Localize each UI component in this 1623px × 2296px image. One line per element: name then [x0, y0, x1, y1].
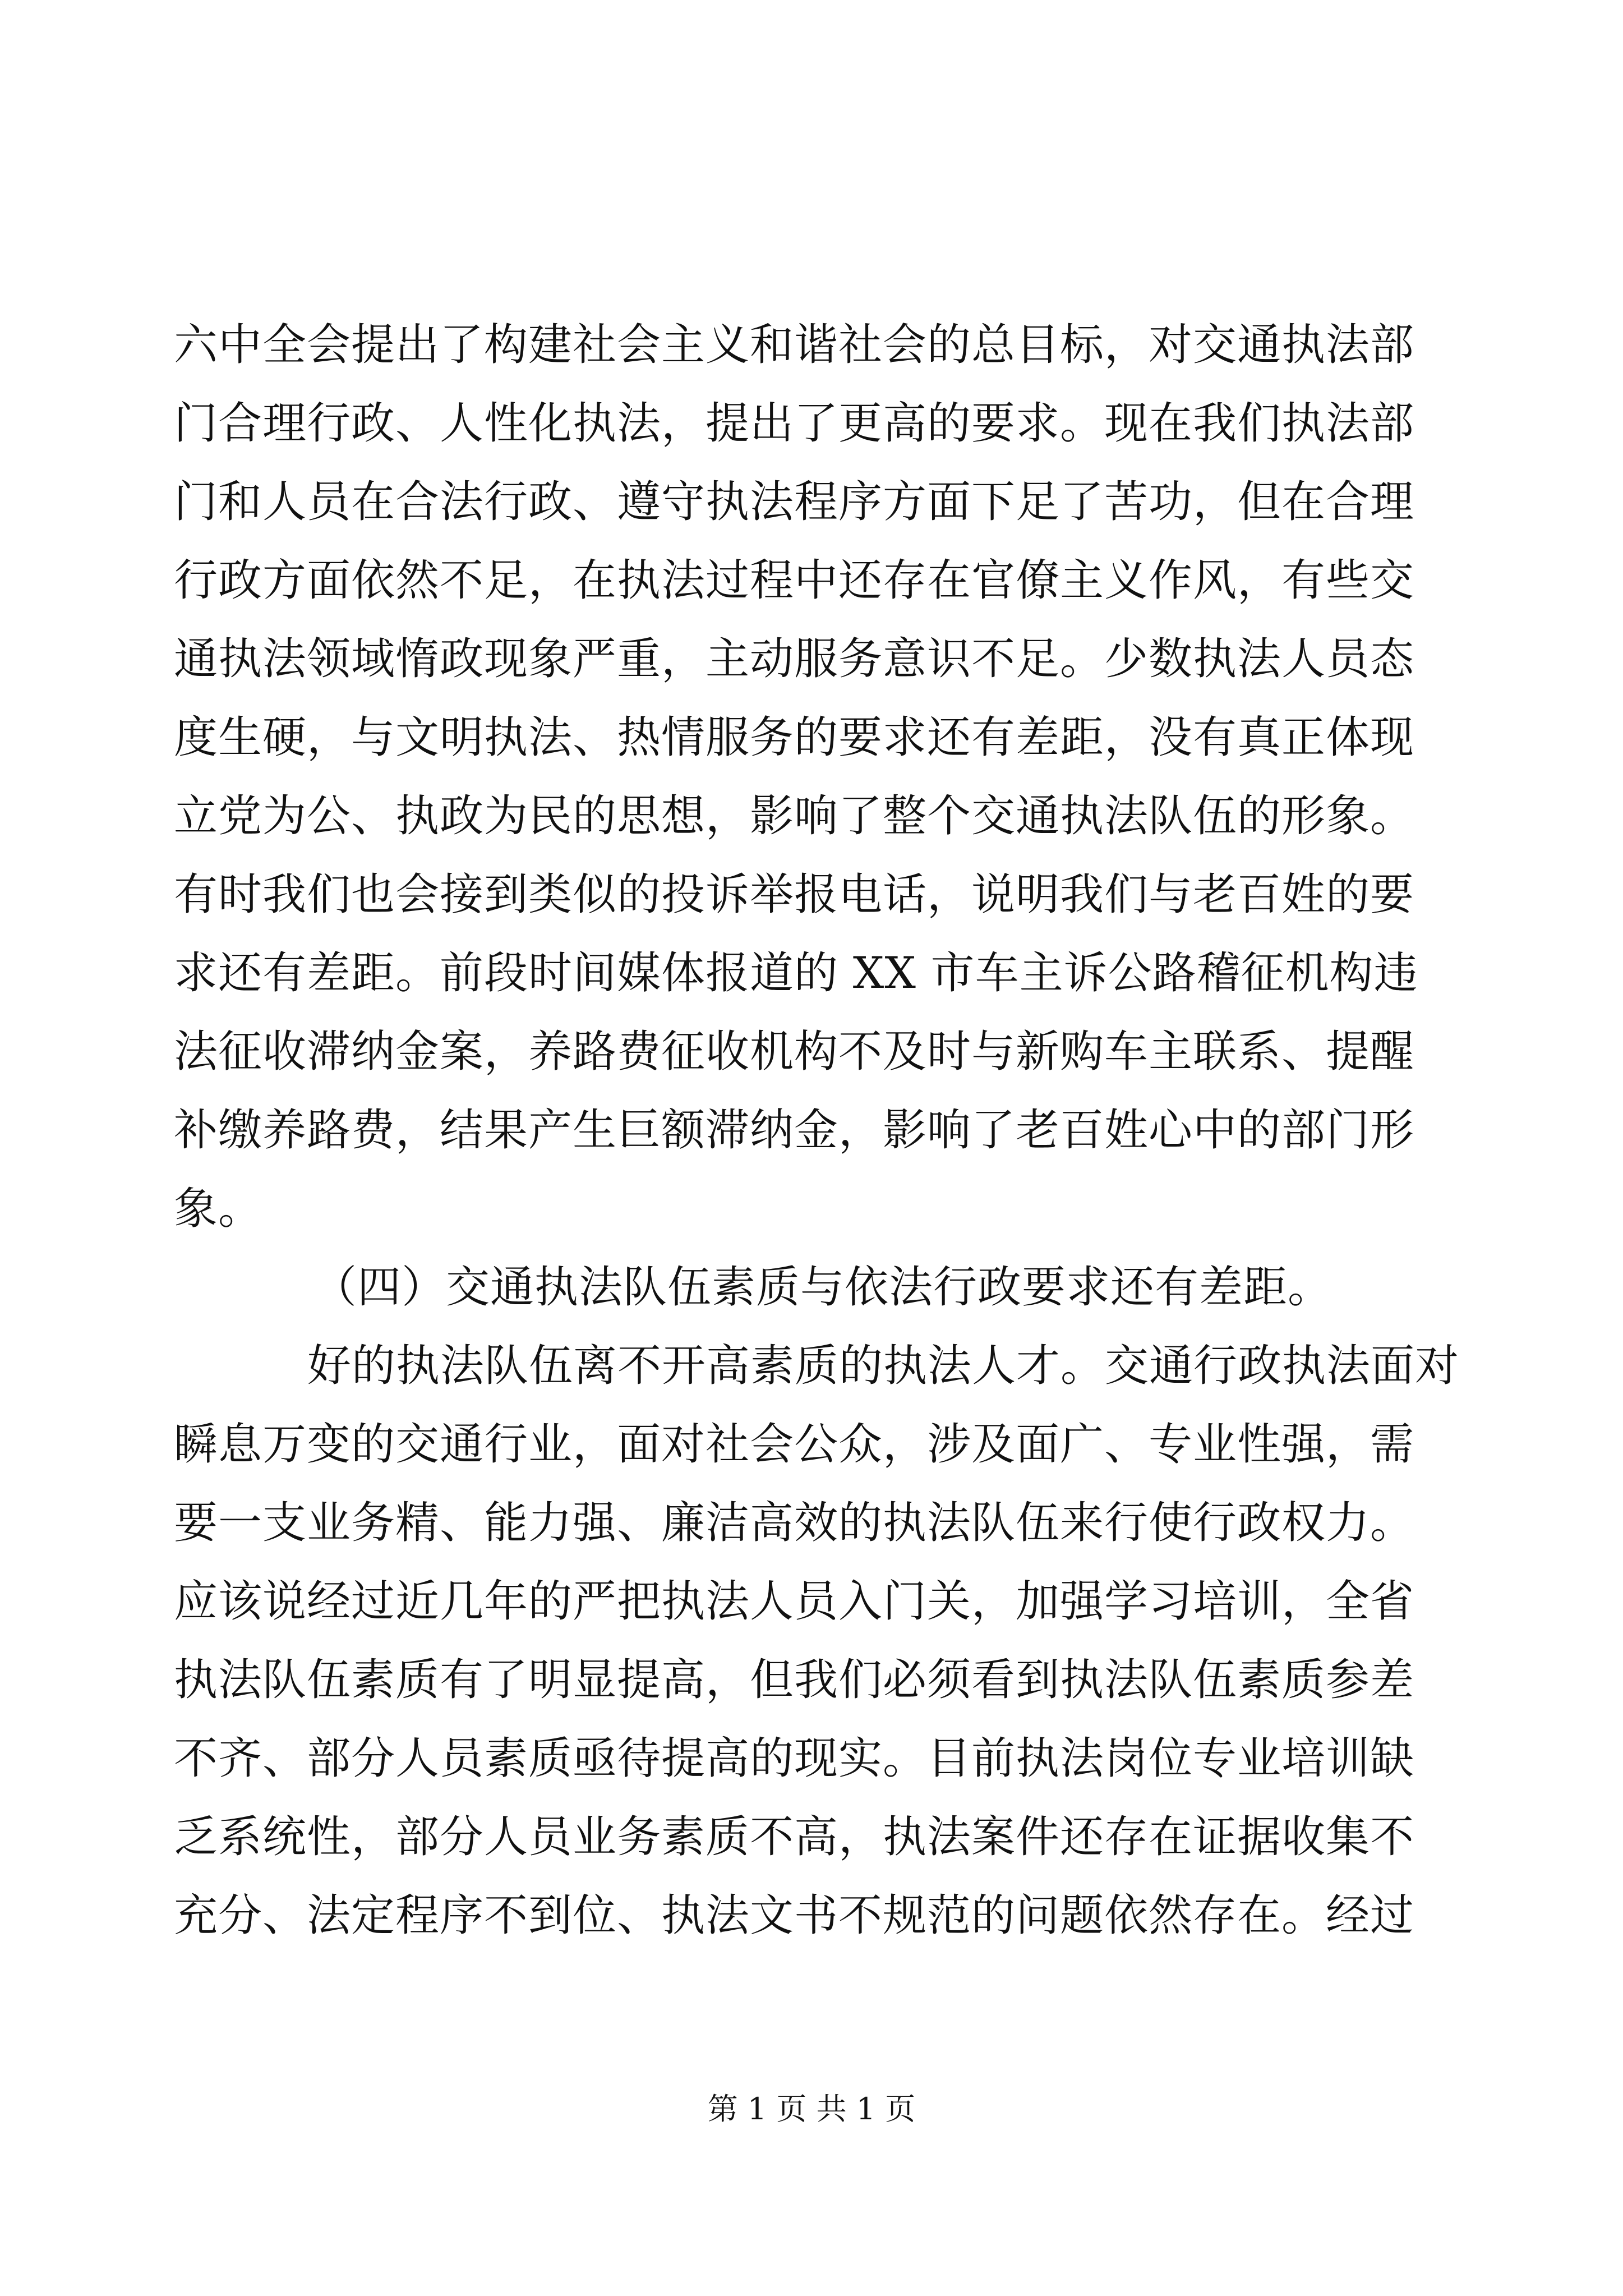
- text-line: 补缴养路费，结果产生巨额滞纳金，影响了老百姓心中的部门形: [174, 1105, 1415, 1156]
- text-line: 有时我们也会接到类似的投诉举报电话，说明我们与老百姓的要: [174, 869, 1415, 920]
- text-line: 门和人员在合法行政、遵守执法程序方面下足了苦功，但在合理: [174, 477, 1415, 527]
- text-line: 乏系统性，部分人员业务素质不高，执法案件还存在证据收集不: [174, 1812, 1415, 1862]
- text-line: 门合理行政、人性化执法，提出了更高的要求。现在我们执法部: [174, 398, 1415, 449]
- text-line: 瞬息万变的交通行业，面对社会公众，涉及面广、专业性强，需: [174, 1419, 1415, 1470]
- text-line: 应该说经过近几年的严把执法人员入门关，加强学习培训，全省: [174, 1576, 1415, 1627]
- section-heading: （四）交通执法队伍素质与依法行政要求还有差距。: [313, 1262, 1332, 1313]
- text-line: 不齐、部分人员素质亟待提高的现实。目前执法岗位专业培训缺: [174, 1733, 1415, 1784]
- text-line: 充分、法定程序不到位、执法文书不规范的问题依然存在。经过: [174, 1890, 1415, 1941]
- page-number-footer: 第 1 页 共 1 页: [707, 2091, 916, 2127]
- text-line: 要一支业务精、能力强、廉洁高效的执法队伍来行使行政权力。: [174, 1498, 1415, 1548]
- text-line: 执法队伍素质有了明显提高，但我们必须看到执法队伍素质参差: [174, 1655, 1415, 1705]
- text-line: 行政方面依然不足，在执法过程中还存在官僚主义作风，有些交: [174, 555, 1415, 606]
- text-line: 象。: [174, 1184, 263, 1234]
- text-line: 度生硬，与文明执法、热情服务的要求还有差距，没有真正体现: [174, 712, 1415, 763]
- document-body: [174, 306, 1460, 1955]
- text-line: 求还有差距。前段时间媒体报道的 XX 市车主诉公路稽征机构违: [174, 948, 1418, 999]
- text-line: 立党为公、执政为民的思想，影响了整个交通执法队伍的形象。: [174, 791, 1415, 841]
- paragraph-first-line: 好的执法队伍离不开高素质的执法人才。交通行政执法面对: [307, 1341, 1460, 1391]
- text-line: 法征收滞纳金案，养路费征收机构不及时与新购车主联系、提醒: [174, 1027, 1415, 1077]
- text-line: 通执法领域惰政现象严重，主动服务意识不足。少数执法人员态: [174, 634, 1415, 684]
- text-line: 六中全会提出了构建社会主义和谐社会的总目标，对交通执法部: [174, 320, 1415, 370]
